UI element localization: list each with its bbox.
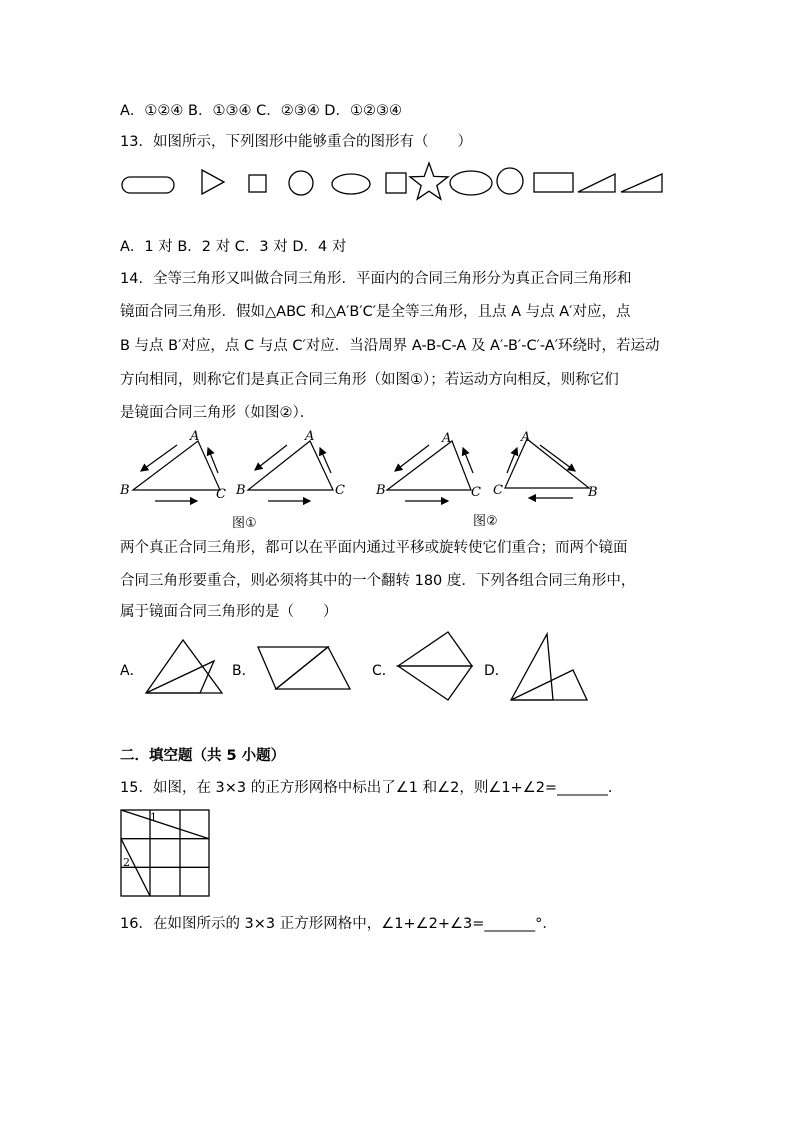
fig2-label-c: C	[471, 485, 481, 500]
q15-grid-figure	[117, 806, 215, 900]
fig1-arrow-ca	[208, 448, 218, 473]
q15-angle-1-label: 1	[150, 811, 157, 824]
q14-option-a-figure	[142, 635, 232, 697]
q15-diagonal-1	[121, 810, 209, 839]
fig1-label-b-2: B	[236, 483, 246, 498]
fig2-arrow-ab	[395, 445, 429, 471]
circle-shape	[289, 171, 313, 195]
q14-paragraph-line-7: 合同三角形要重合，则必须将其中的一个翻转 180 度．下列各组合同三角形中，	[120, 573, 636, 589]
right-triangle-shape-2	[621, 174, 662, 192]
q14-paragraph-line-8: 属于镜面合同三角形的是（ ）	[120, 604, 338, 620]
fig2-label-b: B	[376, 483, 386, 498]
fig1-triangle-left	[133, 441, 220, 490]
q16-stem: 16．在如图所示的 3×3 正方形网格中，∠1+∠2+∠3=_______°．	[120, 916, 557, 932]
q13-shapes-figure	[116, 160, 676, 204]
q14-paragraph-line-5: 是镜面合同三角形（如图②）．	[120, 405, 315, 421]
fig1-label-b: B	[120, 483, 130, 498]
fig1-label-a-2: A	[305, 429, 315, 444]
q15-stem: 15．如图，在 3×3 的正方形网格中标出了∠1 和∠2，则∠1+∠2=_______．	[120, 780, 623, 796]
q14-paragraph-line-6: 两个真正合同三角形，都可以在平面内通过平移或旋转使它们重合；而两个镜面	[120, 540, 628, 556]
fig2-label-a: A	[442, 431, 452, 446]
q14-paragraph-line-4: 方向相同，则称它们是真正合同三角形（如图①）；若运动方向相反，则称它们	[120, 372, 619, 388]
fig2-triangle-left	[387, 441, 471, 490]
fig2-arrow-ca	[463, 448, 473, 473]
q13-stem: 13．如图所示，下列图形中能够重合的图形有（ ）	[120, 134, 472, 150]
fig2-arrow-ab-3	[540, 445, 575, 471]
fig2-label-a-2: A	[521, 430, 531, 445]
q14-option-a-label: A．	[120, 663, 144, 679]
fig1-arrow-ca-2	[320, 448, 331, 473]
q14-congruent-triangles-figure	[115, 428, 605, 508]
q14-paragraph-line-2: 镜面合同三角形．假如△ABC 和△A′B′C′是全等三角形，且点 A 与点 A′对应，点	[120, 304, 631, 320]
q14-paragraph-line-1: 14．全等三角形又叫做合同三角形．平面内的合同三角形分为真正合同三角形和	[120, 271, 632, 287]
rounded-rectangle-shape	[122, 177, 174, 193]
star-shape	[410, 163, 448, 199]
q15-angle-2-label: 2	[123, 856, 130, 869]
large-circle-shape	[497, 168, 523, 194]
section-2-title: 二．填空题（共 5 小题）	[120, 748, 286, 764]
q14-option-b-label: B．	[232, 663, 256, 679]
q13-options: A．1 对 B．2 对 C．3 对 D．4 对	[120, 239, 347, 255]
square-shape	[386, 173, 406, 193]
q14-option-c-figure	[394, 628, 478, 704]
large-ellipse-shape	[450, 171, 492, 195]
q14-option-d-label: D．	[484, 663, 509, 679]
fig2-triangle-right	[505, 439, 589, 488]
right-triangle-shape-1	[578, 174, 615, 192]
triangle-shape	[202, 170, 224, 194]
small-square-shape	[249, 175, 266, 192]
fig2-label-b-2: B	[588, 485, 598, 500]
q14-paragraph-line-3: B 与点 B′对应，点 C 与点 C′对应．当沿周界 A-B-C-A 及 A′-B′-C′-A′环绕时，若运动	[120, 338, 660, 354]
fig2-label-c-2: C	[493, 483, 503, 498]
fig2-arrow-ca-3	[507, 448, 517, 473]
fig1-arrow-ab	[141, 445, 177, 471]
q14-option-c-label: C．	[372, 663, 396, 679]
fig1-arrow-ab-2	[255, 445, 287, 470]
q14-option-d-figure	[507, 630, 593, 704]
fig1-label-c: C	[216, 487, 226, 502]
q12-options: A．①②④ B．①③④ C．②③④ D．①②③④	[120, 103, 402, 119]
rectangle-shape	[534, 173, 573, 192]
fig2-caption: 图②	[473, 514, 498, 529]
fig1-caption: 图①	[232, 516, 257, 531]
ellipse-shape	[332, 174, 370, 194]
fig1-label-c-2: C	[335, 483, 345, 498]
q14-option-b-figure	[254, 641, 354, 693]
fig1-label-a: A	[190, 429, 200, 444]
